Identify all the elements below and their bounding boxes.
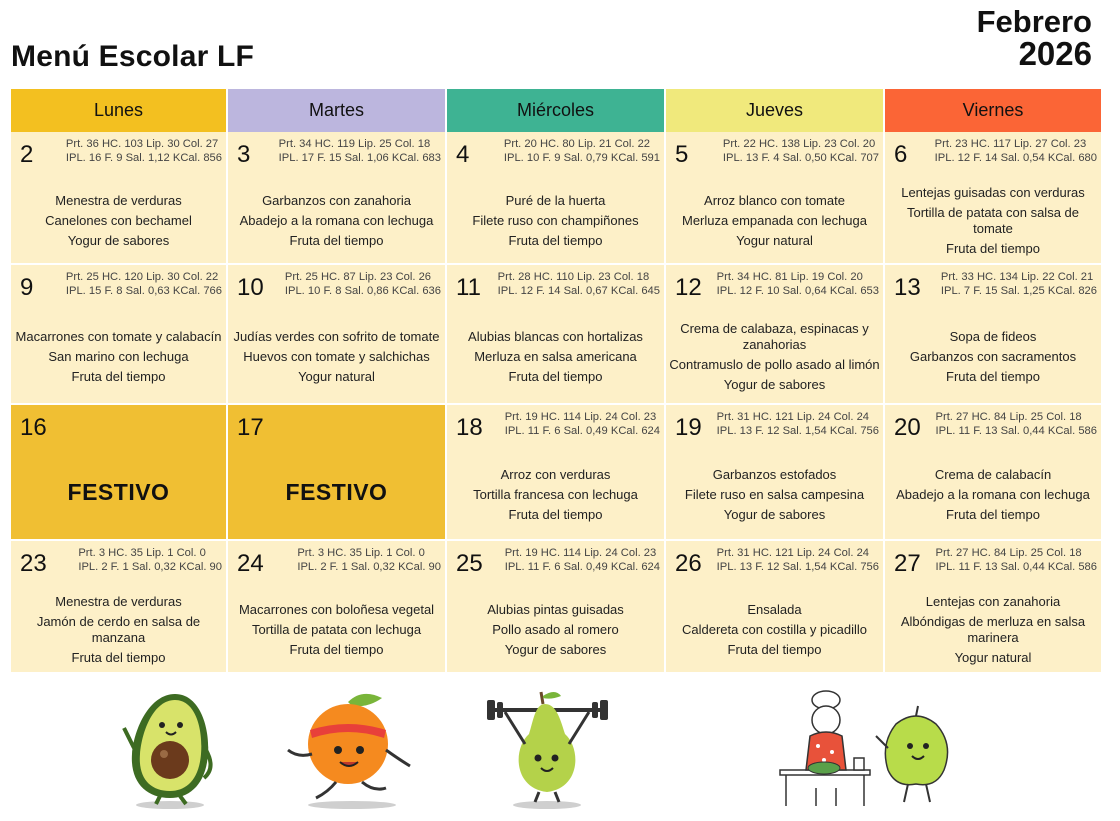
nutrition-info <box>935 137 1097 165</box>
menu-item: Tortilla de patata con lechuga <box>251 621 422 637</box>
menu-item: Lentejas con zanahoria <box>925 593 1061 609</box>
nutrition-line: Prt. 19 HC. 114 Lip. 24 Col. 23 <box>504 547 657 559</box>
day-cell <box>885 541 1103 674</box>
festivo-label: FESTIVO <box>67 479 170 505</box>
nutrition-line: Prt. 23 HC. 117 Lip. 27 Col. 23 <box>934 138 1087 150</box>
menu-list <box>668 591 881 668</box>
chef-and-apple-characters-icon <box>776 688 961 810</box>
menu-item: Fruta del tiempo <box>508 232 603 248</box>
menu-item: Garbanzos con sacramentos <box>909 349 1077 364</box>
nutrition-line: Prt. 22 HC. 138 Lip. 23 Col. 20 <box>722 138 876 150</box>
day-number: 3 <box>237 141 251 168</box>
menu-item: Judías verdes con sofrito de tomate <box>233 329 440 344</box>
year-label: 2026 <box>1018 35 1092 72</box>
day-number: 23 <box>20 550 47 577</box>
day-cell <box>228 265 447 405</box>
nutrition-line: IPL. 10 F. 8 Sal. 0,86 KCal. 636 <box>284 285 441 297</box>
menu-item: Fruta del tiempo <box>946 507 1040 522</box>
festivo-label: FESTIVO <box>285 479 388 505</box>
menu-item: Canelones con bechamel <box>45 212 192 228</box>
menu-item: Yogur de sabores <box>723 377 826 392</box>
nutrition-line: Prt. 36 HC. 103 Lip. 30 Col. 27 <box>65 138 219 150</box>
menu-list <box>230 182 443 259</box>
nutrition-line: IPL. 11 F. 13 Sal. 0,44 KCal. 586 <box>935 425 1097 437</box>
nutrition-info <box>78 546 222 574</box>
menu-list <box>449 315 662 399</box>
menu-item: Fruta del tiempo <box>289 641 384 657</box>
nutrition-line: Prt. 31 HC. 121 Lip. 24 Col. 24 <box>716 547 870 559</box>
nutrition-line: Prt. 25 HC. 87 Lip. 23 Col. 26 <box>284 271 432 283</box>
menu-item: Filete ruso con champiñones <box>472 212 639 228</box>
menu-item: Caldereta con costilla y picadillo <box>682 621 867 637</box>
menu-item: Abadejo a la romana con lechuga <box>896 487 1090 502</box>
day-cell <box>447 132 666 265</box>
nutrition-line: Prt. 25 HC. 120 Lip. 30 Col. 22 <box>65 271 219 283</box>
day-number: 18 <box>456 414 483 441</box>
day-cell <box>11 405 228 541</box>
day-number: 10 <box>237 274 264 301</box>
nutrition-line: IPL. 2 F. 1 Sal. 0,32 KCal. 90 <box>78 561 222 573</box>
menu-item: Crema de calabacín <box>934 467 1052 482</box>
menu-item: Tortilla de patata con salsa de tomate <box>907 204 1079 236</box>
header-viernes: Viernes <box>885 89 1103 132</box>
nutrition-line: Prt. 3 HC. 35 Lip. 1 Col. 0 <box>297 547 425 559</box>
menu-item: Ensalada <box>747 601 802 617</box>
menu-item: Menestra de verduras <box>55 593 182 609</box>
nutrition-info <box>723 137 879 165</box>
menu-list <box>13 182 224 259</box>
menu-item: Yogur natural <box>954 649 1032 665</box>
menu-item: Garbanzos estofados <box>712 467 837 482</box>
nutrition-info <box>717 546 879 574</box>
nutrition-line: Prt. 31 HC. 121 Lip. 24 Col. 24 <box>716 411 870 423</box>
menu-item: Macarrones con tomate y calabacín <box>15 329 222 344</box>
nutrition-line: Prt. 34 HC. 119 Lip. 25 Col. 18 <box>278 138 431 150</box>
nutrition-line: IPL. 10 F. 9 Sal. 0,79 KCal. 591 <box>503 152 660 164</box>
nutrition-line: Prt. 3 HC. 35 Lip. 1 Col. 0 <box>78 547 206 559</box>
menu-list <box>230 315 443 399</box>
day-number: 25 <box>456 550 483 577</box>
day-cell <box>885 132 1103 265</box>
menu-item: Alubias blancas con hortalizas <box>468 329 643 344</box>
menu-list <box>668 315 881 399</box>
day-number: 24 <box>237 550 264 577</box>
nutrition-line: IPL. 12 F. 10 Sal. 0,64 KCal. 653 <box>716 285 879 297</box>
menu-item: Yogur natural <box>736 232 813 248</box>
menu-item: Yogur de sabores <box>67 232 170 248</box>
day-cell <box>228 132 447 265</box>
day-cell <box>666 541 885 674</box>
nutrition-line: Prt. 28 HC. 110 Lip. 23 Col. 18 <box>497 271 650 283</box>
day-cell <box>666 132 885 265</box>
day-cell <box>885 405 1103 541</box>
day-cell <box>447 265 666 405</box>
menu-item: Huevos con tomate y salchichas <box>243 349 430 364</box>
day-cell <box>666 265 885 405</box>
menu-list <box>449 591 662 668</box>
avocado-character-icon <box>120 688 220 810</box>
menu-item: Filete ruso en salsa campesina <box>684 487 865 502</box>
nutrition-line: Prt. 20 HC. 80 Lip. 21 Col. 22 <box>503 138 651 150</box>
day-number: 26 <box>675 550 702 577</box>
nutrition-line: IPL. 2 F. 1 Sal. 0,32 KCal. 90 <box>297 561 441 573</box>
nutrition-info <box>66 270 222 298</box>
day-number: 6 <box>894 141 908 168</box>
nutrition-info <box>505 410 660 438</box>
day-number: 4 <box>456 141 470 168</box>
menu-item: Tortilla francesa con lechuga <box>473 487 638 502</box>
nutrition-info <box>505 546 660 574</box>
menu-item: Sopa de fideos <box>949 329 1037 344</box>
nutrition-info <box>717 270 879 298</box>
day-number: 12 <box>675 274 702 301</box>
menu-item: Jamón de cerdo en salsa de manzana <box>36 613 201 645</box>
day-number: 9 <box>20 274 34 301</box>
nutrition-line: IPL. 17 F. 15 Sal. 1,06 KCal. 683 <box>278 152 441 164</box>
menu-item: Merluza empanada con lechuga <box>681 212 867 228</box>
menu-item: Abadejo a la romana con lechuga <box>239 212 434 228</box>
day-number: 13 <box>894 274 921 301</box>
nutrition-info <box>297 546 441 574</box>
nutrition-line: IPL. 12 F. 14 Sal. 0,54 KCal. 680 <box>934 152 1097 164</box>
day-number: 5 <box>675 141 689 168</box>
day-number: 19 <box>675 414 702 441</box>
day-cell <box>11 265 228 405</box>
menu-item: Lentejas guisadas con verduras <box>901 184 1085 200</box>
menu-item: Fruta del tiempo <box>946 240 1040 256</box>
month-label: Febrero <box>976 4 1092 39</box>
nutrition-line: IPL. 12 F. 14 Sal. 0,67 KCal. 645 <box>497 285 660 297</box>
month-year <box>977 6 1092 70</box>
day-cell <box>11 541 228 674</box>
nutrition-line: Prt. 27 HC. 84 Lip. 25 Col. 18 <box>935 547 1082 559</box>
day-cell <box>11 132 228 265</box>
menu-item: Arroz con verduras <box>500 467 611 482</box>
day-number: 20 <box>894 414 921 441</box>
day-cell <box>885 265 1103 405</box>
nutrition-line: Prt. 27 HC. 84 Lip. 25 Col. 18 <box>935 411 1082 423</box>
menu-item: Fruta del tiempo <box>71 649 166 665</box>
menu-item: Garbanzos con zanahoria <box>262 192 411 208</box>
nutrition-line: IPL. 13 F. 4 Sal. 0,50 KCal. 707 <box>722 152 879 164</box>
menu-item: Fruta del tiempo <box>71 369 166 384</box>
nutrition-line: IPL. 11 F. 13 Sal. 0,44 KCal. 586 <box>935 561 1097 573</box>
orange-runner-character-icon <box>282 688 417 810</box>
day-number: 27 <box>894 550 921 577</box>
day-cell <box>228 541 447 674</box>
nutrition-line: IPL. 15 F. 8 Sal. 0,63 KCal. 766 <box>65 285 222 297</box>
menu-item: Fruta del tiempo <box>946 369 1040 384</box>
menu-item: Crema de calabaza, espinacas y zanahorias <box>680 321 869 352</box>
nutrition-info <box>941 270 1097 298</box>
day-number: 16 <box>20 414 47 441</box>
pear-weightlifter-character-icon <box>485 688 610 810</box>
menu-item: Puré de la huerta <box>505 192 606 208</box>
menu-item: Yogur natural <box>298 369 375 384</box>
menu-item: Macarrones con boloñesa vegetal <box>238 601 435 617</box>
menu-list <box>13 315 224 399</box>
nutrition-line: IPL. 11 F. 6 Sal. 0,49 KCal. 624 <box>504 561 660 573</box>
nutrition-info <box>936 546 1098 574</box>
day-number: 11 <box>456 274 481 301</box>
day-cell <box>447 541 666 674</box>
menu-item: Fruta del tiempo <box>289 232 384 248</box>
nutrition-line: IPL. 13 F. 12 Sal. 1,54 KCal. 756 <box>716 425 879 437</box>
menu-item: Fruta del tiempo <box>727 641 822 657</box>
menu-calendar <box>11 89 1103 674</box>
menu-item: Merluza en salsa americana <box>474 349 637 364</box>
menu-list <box>668 182 881 259</box>
header-miercoles: Miércoles <box>447 89 666 132</box>
menu-item: Contramuslo de pollo asado al limón <box>669 357 880 372</box>
menu-item: Menestra de verduras <box>55 192 182 208</box>
menu-item: San marino con lechuga <box>48 349 189 364</box>
nutrition-info <box>285 270 441 298</box>
menu-list <box>887 315 1099 399</box>
nutrition-info <box>66 137 222 165</box>
nutrition-info <box>936 410 1098 438</box>
nutrition-line: IPL. 7 F. 15 Sal. 1,25 KCal. 826 <box>940 285 1097 297</box>
header-jueves: Jueves <box>666 89 885 132</box>
day-number: 17 <box>237 414 264 441</box>
nutrition-info <box>279 137 441 165</box>
nutrition-line: Prt. 34 HC. 81 Lip. 19 Col. 20 <box>716 271 863 283</box>
menu-item: Alubias pintas guisadas <box>487 601 624 617</box>
menu-item: Yogur de sabores <box>504 641 607 657</box>
menu-list <box>449 182 662 259</box>
nutrition-info <box>717 410 879 438</box>
nutrition-info <box>498 270 660 298</box>
day-cell <box>447 405 666 541</box>
nutrition-line: IPL. 16 F. 9 Sal. 1,12 KCal. 856 <box>65 152 222 164</box>
page-title: Menú Escolar LF <box>11 40 255 73</box>
day-number: 2 <box>20 141 34 168</box>
menu-item: Fruta del tiempo <box>508 507 603 522</box>
menu-item: Pollo asado al romero <box>492 621 619 637</box>
nutrition-line: Prt. 19 HC. 114 Lip. 24 Col. 23 <box>504 411 657 423</box>
menu-item: Albóndigas de merluza en salsa marinera <box>900 613 1086 645</box>
menu-item: Yogur de sabores <box>723 507 826 522</box>
menu-list <box>13 591 224 668</box>
header-lunes: Lunes <box>11 89 228 132</box>
menu-list <box>668 455 881 535</box>
menu-list <box>230 591 443 668</box>
nutrition-line: IPL. 11 F. 6 Sal. 0,49 KCal. 624 <box>504 425 660 437</box>
nutrition-info <box>504 137 660 165</box>
day-cell <box>666 405 885 541</box>
menu-list <box>887 182 1099 259</box>
day-cell <box>228 405 447 541</box>
header-martes: Martes <box>228 89 447 132</box>
menu-list <box>887 455 1099 535</box>
nutrition-line: Prt. 33 HC. 134 Lip. 22 Col. 21 <box>940 271 1094 283</box>
menu-item: Arroz blanco con tomate <box>704 192 845 208</box>
menu-list <box>449 455 662 535</box>
menu-list <box>887 591 1099 668</box>
menu-item: Fruta del tiempo <box>508 369 603 384</box>
nutrition-line: IPL. 13 F. 12 Sal. 1,54 KCal. 756 <box>716 561 879 573</box>
